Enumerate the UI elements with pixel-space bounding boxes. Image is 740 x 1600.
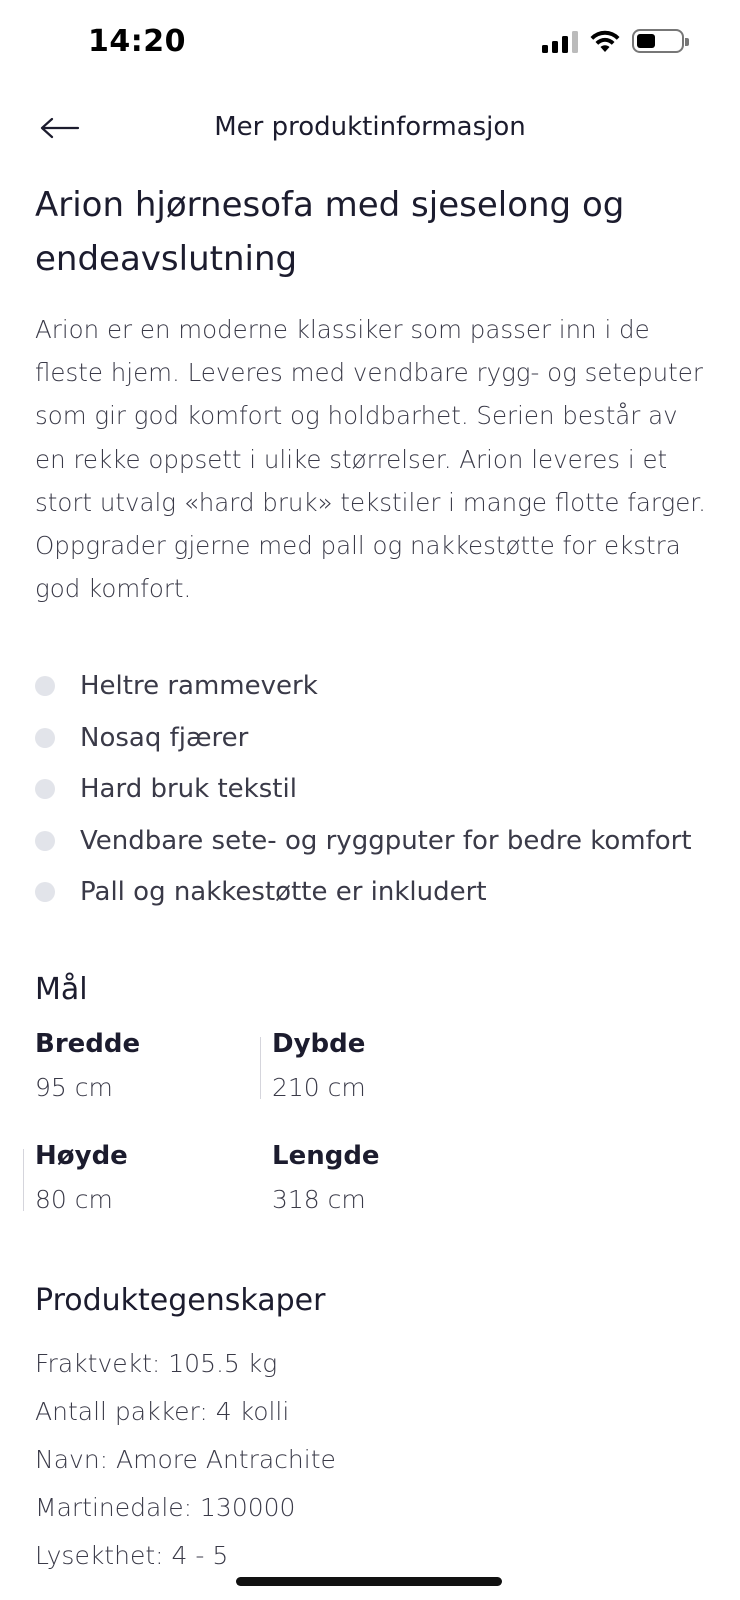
nav-bar: [0, 100, 740, 160]
dimensions-section: [35, 972, 715, 1253]
feature-text: Vendbare sete- og ryggputer for bedre komfort: [80, 825, 692, 856]
status-icons: [542, 28, 684, 54]
feature-item: [35, 660, 715, 712]
product-title: Arion hjørnesofa med sjeselong og endeavslutning: [35, 185, 625, 279]
dimension-label: Dybde: [272, 1028, 366, 1059]
battery-icon: [632, 29, 684, 53]
feature-text: Hard bruk tekstil: [80, 774, 297, 805]
dimension-value: 95 cm: [35, 1072, 113, 1102]
property-item: Antall pakker: 4 kolli: [35, 1396, 290, 1426]
dimension-label: Bredde: [35, 1028, 141, 1059]
dimension-value: 80 cm: [35, 1184, 113, 1214]
home-indicator[interactable]: [236, 1577, 502, 1586]
dimension-length: [272, 1140, 509, 1214]
property-item: Martinedale: 130000: [35, 1492, 296, 1522]
feature-item: [35, 712, 715, 764]
cellular-signal-icon: [542, 29, 578, 53]
property-item: Navn: Amore Antrachite: [35, 1444, 336, 1474]
wifi-icon: [588, 28, 622, 54]
product-info-content: [35, 178, 715, 1580]
dimension-depth: [272, 1028, 509, 1102]
bullet-icon: [35, 882, 55, 902]
dimensions-grid: [35, 1029, 715, 1253]
dimension-width: [35, 1028, 272, 1102]
dimension-label: Høyde: [35, 1140, 128, 1171]
dimension-height: [35, 1140, 272, 1214]
properties-title: Produktegenskaper: [35, 1282, 326, 1318]
feature-text: Nosaq fjærer: [80, 722, 249, 753]
property-item: Fraktvekt: 105.5 kg: [35, 1348, 278, 1378]
properties-section: [35, 1283, 715, 1580]
bullet-icon: [35, 831, 55, 851]
feature-list: [35, 660, 715, 918]
status-bar: [0, 0, 740, 90]
feature-item: [35, 763, 715, 815]
dimensions-title: Mål: [35, 971, 88, 1007]
product-description: Arion er en moderne klassiker som passer inn i de fleste hjem. Leveres med vendbare rygg- og seteputer som gir god komfort og holdbarhet. Serien består av en rekke oppsett i ulike størrelser. Arion leveres i et stort utvalg «hard bruk» tekstiler i mange flotte farger. Oppgrader gjerne med pall og nakkestøtte for ekstra god komfort.: [35, 315, 706, 604]
feature-item: [35, 815, 715, 867]
page-title: Mer produktinformasjon: [214, 112, 526, 142]
dimension-value: 210 cm: [272, 1072, 366, 1102]
status-time: 14:20: [88, 24, 186, 59]
bullet-icon: [35, 779, 55, 799]
bullet-icon: [35, 676, 55, 696]
bullet-icon: [35, 728, 55, 748]
dimension-value: 318 cm: [272, 1184, 366, 1214]
feature-item: [35, 866, 715, 918]
property-item: Lysekthet: 4 - 5: [35, 1540, 229, 1570]
feature-text: Pall og nakkestøtte er inkludert: [80, 877, 487, 908]
properties-list: [35, 1340, 715, 1580]
feature-text: Heltre rammeverk: [80, 671, 318, 702]
dimension-label: Lengde: [272, 1140, 380, 1171]
